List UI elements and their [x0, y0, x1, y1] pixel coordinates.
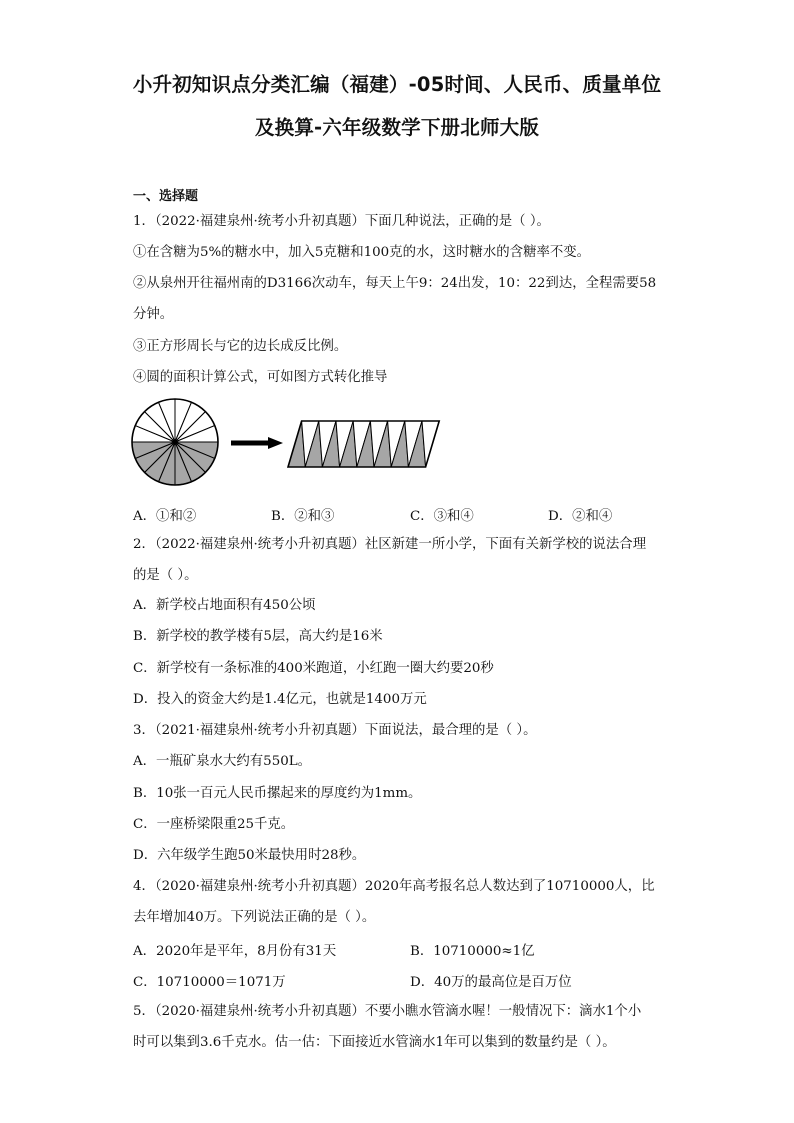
q4-stem-b: 去年增加40万。下列说法正确的是（ ）。: [133, 910, 376, 925]
q1-stem: 1．（2022·福建泉州·统考小升初真题）下面几种说法，正确的是（ ）。: [133, 214, 550, 229]
q1-statement-3: ③正方形周长与它的边长成反比例。: [133, 339, 348, 354]
q4-option-b[interactable]: B．10710000≈1亿: [410, 944, 535, 959]
q1-option-c[interactable]: C．③和④: [410, 509, 474, 524]
page-title-line2: 及换算-六年级数学下册北师大版: [254, 116, 540, 139]
q3-option-d[interactable]: D．六年级学生跑50米最快用时28秒。: [133, 848, 366, 863]
q5-stem-a: 5．（2020·福建泉州·统考小升初真题）不要小瞧水管滴水喔！一般情况下：滴水1个小: [133, 1004, 642, 1019]
q3-stem: 3．（2021·福建泉州·统考小升初真题）下面说法，最合理的是（ ）。: [133, 723, 537, 738]
q1-statement-4: ④圆的面积计算公式，可如图方式转化推导: [133, 370, 388, 385]
arrow-right-icon: [231, 437, 283, 449]
q1-option-b[interactable]: B．②和③: [271, 509, 335, 524]
q2-stem-a: 2．（2022·福建泉州·统考小升初真题）社区新建一所小学，下面有关新学校的说法合理: [133, 537, 647, 552]
q2-option-a[interactable]: A．新学校占地面积有450公顷: [133, 598, 316, 613]
q5-stem-b: 时可以集到3.6千克水。估一估：下面接近水管滴水1年可以集到的数量约是（ ）。: [133, 1035, 616, 1050]
q3-option-a[interactable]: A．一瓶矿泉水大约有550L。: [133, 754, 312, 769]
q2-option-d[interactable]: D．投入的资金大约是1.4亿元，也就是1400万元: [133, 692, 427, 707]
q1-statement-1: ①在含糖为5%的糖水中，加入5克糖和100克的水，这时糖水的含糖率不变。: [133, 245, 591, 260]
q3-option-b[interactable]: B．10张一百元人民币摞起来的厚度约为1mm。: [133, 786, 422, 801]
parallelogram-triangles-icon: [288, 421, 439, 467]
circle-sectors-icon: [132, 399, 218, 485]
q2-option-b[interactable]: B．新学校的教学楼有5层，高大约是16米: [133, 629, 383, 644]
q1-statement-2b: 分钟。: [133, 307, 174, 322]
q4-option-c[interactable]: C．10710000＝1071万: [133, 975, 286, 990]
q4-option-a[interactable]: A．2020年是平年，8月份有31天: [133, 944, 337, 959]
q2-option-c[interactable]: C．新学校有一条标准的400米跑道，小红跑一圈大约要20秒: [133, 661, 494, 676]
q2-stem-b: 的是（ ）。: [133, 568, 198, 583]
q4-stem-a: 4．（2020·福建泉州·统考小升初真题）2020年高考报名总人数达到了10710000人，比: [133, 879, 655, 894]
q1-option-a[interactable]: A．①和②: [133, 509, 197, 524]
q4-option-d[interactable]: D．40万的最高位是百万位: [410, 975, 572, 990]
q1-statement-2a: ②从泉州开往福州南的D3166次动车，每天上午9：24出发，10：22到达，全程需要58: [133, 276, 657, 291]
page-title-line1: 小升初知识点分类汇编（福建）-05时间、人民币、质量单位: [132, 73, 662, 96]
section-heading: 一、选择题: [133, 189, 199, 204]
q1-option-d[interactable]: D．②和④: [548, 509, 613, 524]
q3-option-c[interactable]: C．一座桥梁限重25千克。: [133, 817, 295, 832]
